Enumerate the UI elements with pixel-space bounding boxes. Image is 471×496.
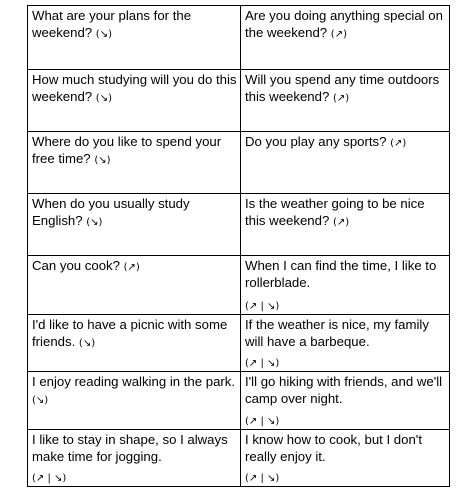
table-cell	[241, 194, 449, 255]
rise-fall-intonation-marker: (↗ | ↘)	[245, 473, 280, 484]
table-cell	[28, 315, 240, 371]
cell-text: I'd like to have a picnic with some friends.	[32, 317, 228, 349]
falling-intonation-marker: (↘)	[95, 28, 112, 40]
falling-intonation-marker: (↘)	[32, 394, 49, 406]
table-cell	[28, 194, 240, 255]
rise-fall-intonation-marker: (↗ | ↘)	[245, 358, 280, 369]
table-cell	[28, 430, 240, 486]
falling-intonation-marker: (↘)	[78, 337, 96, 349]
rising-intonation-marker: (↗)	[332, 92, 350, 104]
table-row	[28, 429, 449, 486]
table-row	[28, 131, 449, 193]
rising-intonation-marker: (↗)	[330, 28, 347, 40]
table-cell	[28, 372, 240, 429]
cell-text: Can you cook?	[32, 258, 120, 273]
intonation-worksheet-table	[27, 5, 450, 487]
table-row	[28, 6, 449, 69]
cell-text: If the weather is nice, my family will have a barbeque.	[245, 317, 429, 349]
table-row	[28, 69, 449, 131]
cell-text: Where do you like to spend your free time?	[32, 134, 222, 166]
rise-fall-intonation-marker: (↗ | ↘)	[245, 416, 280, 427]
table-cell	[241, 70, 449, 131]
rising-intonation-marker: (↗)	[390, 138, 407, 149]
table-cell	[28, 6, 240, 69]
cell-text: When do you usually study English?	[32, 196, 190, 228]
rise-fall-intonation-marker: (↗ | ↘)	[32, 473, 67, 484]
cell-text: What are your plans for the weekend?	[32, 8, 192, 40]
table-cell	[28, 70, 240, 131]
table-cell	[28, 132, 240, 193]
falling-intonation-marker: (↘)	[94, 154, 111, 166]
rising-intonation-marker: (↗)	[332, 216, 350, 228]
falling-intonation-marker: (↘)	[86, 216, 103, 228]
cell-text: I'll go hiking with friends, and we'll camp over night.	[245, 374, 443, 406]
table-cell	[241, 372, 449, 429]
cell-text: How much studying will you do this weekend?	[32, 72, 237, 104]
table-cell	[241, 430, 449, 486]
rising-intonation-marker: (↗)	[123, 262, 140, 273]
table-row	[28, 371, 449, 429]
table-cell	[241, 256, 449, 314]
table-cell	[28, 256, 240, 314]
cell-text: Will you spend any time outdoors this weekend?	[245, 72, 440, 104]
cell-text: Do you play any sports?	[245, 134, 387, 149]
falling-intonation-marker: (↘)	[95, 92, 112, 104]
table-row	[28, 314, 449, 371]
cell-text: I enjoy reading walking in the park.	[32, 374, 236, 389]
table-cell	[241, 315, 449, 371]
table-row	[28, 193, 449, 255]
cell-text: Is the weather going to be nice this weekend?	[245, 196, 425, 228]
cell-text: I like to stay in shape, so I always make time for jogging.	[32, 432, 228, 464]
table-cell	[241, 132, 449, 193]
cell-text: When I can find the time, I like to rollerblade.	[245, 258, 437, 290]
table-row	[28, 255, 449, 314]
table-cell	[241, 6, 449, 69]
cell-text: I know how to cook, but I don't really enjoy it.	[245, 432, 422, 464]
cell-text: Are you doing anything special on the weekend?	[245, 8, 443, 40]
rise-fall-intonation-marker: (↗ | ↘)	[245, 301, 280, 312]
